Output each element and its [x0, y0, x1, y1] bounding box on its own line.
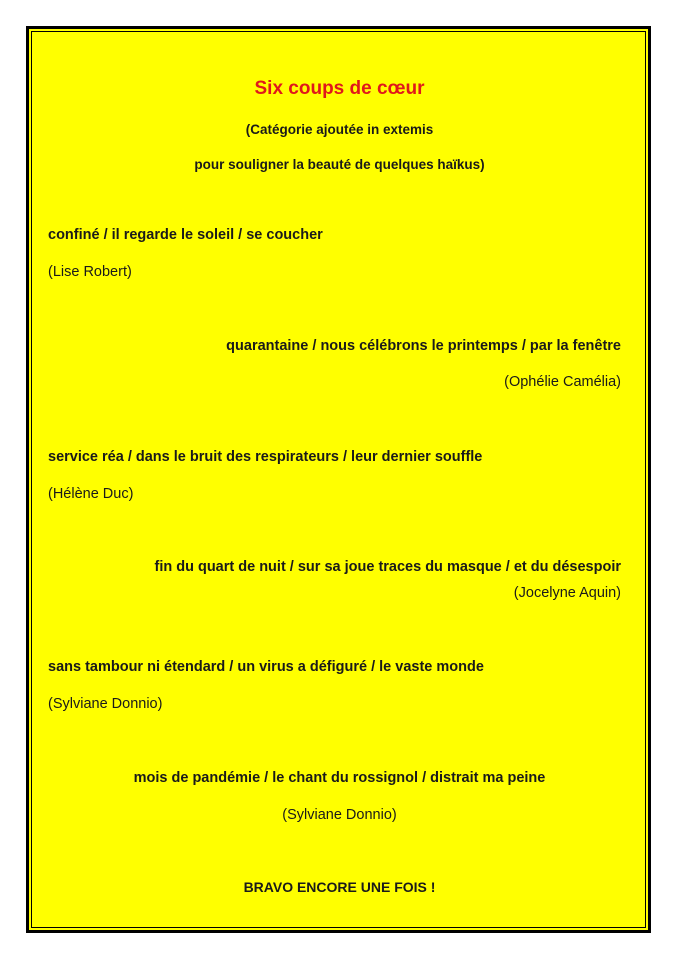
page-title: Six coups de cœur — [254, 78, 425, 99]
haiku-4-author: (Jocelyne Aquin) — [513, 585, 621, 601]
subtitle-line-2: pour souligner la beauté de quelques haïkus) — [194, 157, 485, 172]
haiku-2-author: (Ophélie Camélia) — [504, 374, 621, 390]
haiku-1-text: confiné / il regarde le soleil / se coucher — [48, 227, 323, 243]
haiku-2-text: quarantaine / nous célébrons le printemps / par la fenêtre — [226, 338, 621, 354]
haiku-3-text: service réa / dans le bruit des respirateurs / leur dernier souffle — [48, 449, 483, 465]
haiku-5-author: (Sylviane Donnio) — [48, 696, 163, 712]
haiku-6-text: mois de pandémie / le chant du rossignol / distrait ma peine — [133, 770, 546, 786]
closing-text: BRAVO ENCORE UNE FOIS ! — [243, 879, 436, 895]
haiku-1-author: (Lise Robert) — [48, 264, 132, 280]
haiku-5-text: sans tambour ni étendard / un virus a défiguré / le vaste monde — [48, 659, 484, 675]
haiku-3-author: (Hélène Duc) — [48, 486, 134, 502]
haiku-4-text: fin du quart de nuit / sur sa joue traces du masque / et du désespoir — [154, 559, 621, 575]
haiku-6-author: (Sylviane Donnio) — [282, 807, 397, 823]
subtitle-line-1: (Catégorie ajoutée in extemis — [245, 122, 434, 137]
